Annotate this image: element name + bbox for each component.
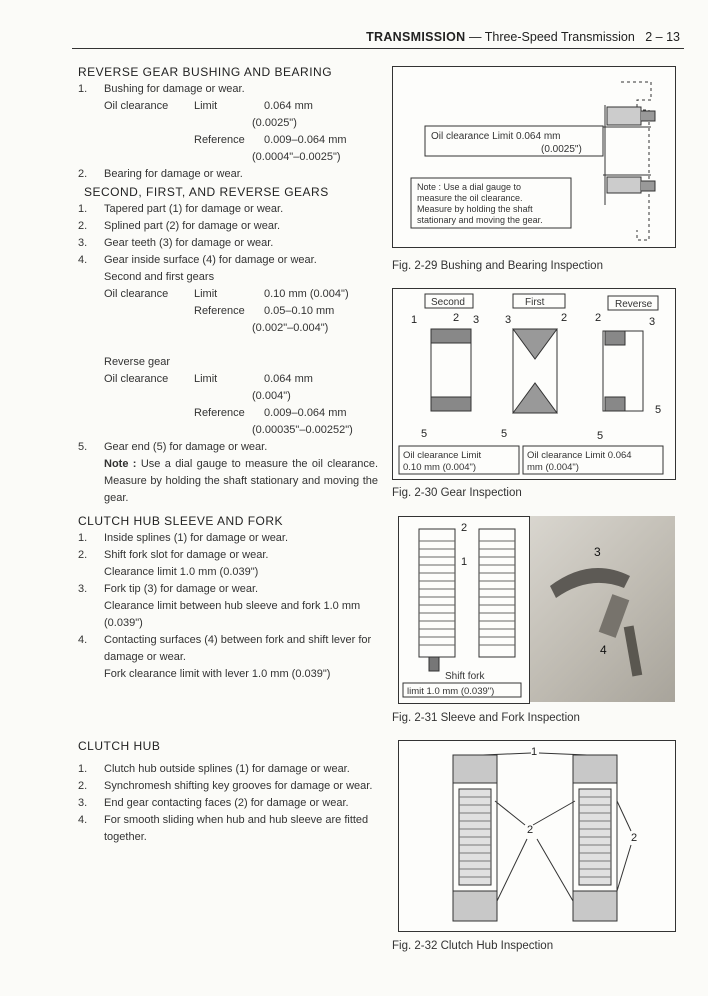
spec-row bbox=[78, 132, 378, 149]
label-2: 2 bbox=[631, 832, 638, 844]
figure-caption: Fig. 2-31 Sleeve and Fork Inspection bbox=[392, 712, 580, 724]
figure-2-29 bbox=[392, 66, 676, 248]
item-text: Gear teeth (3) for damage or wear. bbox=[104, 237, 274, 249]
label-2: 2 bbox=[527, 824, 534, 836]
note-line: Measure by holding the shaft bbox=[417, 204, 533, 214]
spec-kind: Limit bbox=[194, 100, 218, 112]
item-number: 4. bbox=[78, 814, 88, 826]
section-title: SECOND, FIRST, AND REVERSE GEARS bbox=[84, 185, 329, 199]
figure-caption: Fig. 2-32 Clutch Hub Inspection bbox=[392, 940, 554, 952]
item-number: 2. bbox=[78, 220, 88, 232]
list-item bbox=[78, 166, 378, 183]
list-item bbox=[78, 530, 378, 547]
item-number: 1. bbox=[78, 83, 88, 95]
item-text: Gear end (5) for damage or wear. bbox=[104, 441, 268, 453]
limit-text: limit 1.0 mm (0.039") bbox=[407, 686, 495, 697]
item-text: For smooth sliding when hub and hub sleeve are fitted together. bbox=[104, 814, 369, 843]
label-2: 2 bbox=[461, 522, 468, 534]
label-3: 3 bbox=[594, 545, 601, 559]
limit-inch-text: (0.0025") bbox=[541, 144, 582, 155]
figure-caption: Fig. 2-29 Bushing and Bearing Inspection bbox=[392, 260, 603, 272]
page-header bbox=[0, 30, 708, 48]
item-number: 4. bbox=[78, 634, 88, 646]
item-text: Splined part (2) for damage or wear. bbox=[104, 220, 281, 232]
section-title: CLUTCH HUB bbox=[78, 739, 161, 753]
limit-text: 0.10 mm (0.004") bbox=[403, 462, 477, 473]
item-subtext: Clearance limit between hub sleeve and fork 1.0 mm (0.039") bbox=[104, 600, 361, 629]
section-reverse-bushing bbox=[78, 64, 378, 183]
spec-label: Oil clearance bbox=[104, 288, 169, 300]
item-text: Fork tip (3) for damage or wear. bbox=[104, 583, 259, 595]
spec-label: Oil clearance bbox=[104, 373, 169, 385]
sub-heading: Reverse gear bbox=[104, 356, 171, 368]
label-2: 2 bbox=[561, 312, 568, 324]
note-line: stationary and moving the gear. bbox=[417, 215, 543, 225]
limit-text: mm (0.004") bbox=[527, 462, 579, 473]
spec-row bbox=[78, 286, 378, 303]
spec-value-inch: (0.00035"–0.00252") bbox=[252, 424, 353, 436]
list-item bbox=[78, 795, 378, 812]
list-item bbox=[78, 547, 378, 564]
spec-row bbox=[78, 371, 378, 388]
figure-caption: Fig. 2-30 Gear Inspection bbox=[392, 487, 522, 499]
header-dash: — bbox=[465, 30, 485, 44]
limit-text: Oil clearance Limit 0.064 bbox=[527, 450, 632, 461]
limit-text: Oil clearance Limit 0.064 mm bbox=[431, 131, 561, 142]
item-text: Clutch hub outside splines (1) for damage or wear. bbox=[104, 763, 350, 775]
spec-value: 0.064 mm bbox=[264, 100, 313, 112]
item-number: 1. bbox=[78, 532, 88, 544]
spec-value: 0.05–0.10 mm bbox=[264, 305, 335, 317]
spec-row bbox=[78, 98, 378, 115]
spec-kind: Limit bbox=[194, 288, 218, 300]
gear-diagram bbox=[393, 289, 675, 479]
note-line: Note : Use a dial gauge to bbox=[417, 182, 522, 192]
list-item bbox=[78, 218, 378, 235]
list-item bbox=[78, 632, 378, 666]
section-title: REVERSE GEAR BUSHING AND BEARING bbox=[78, 65, 333, 79]
spec-kind: Reference bbox=[194, 134, 245, 146]
spec-kind: Reference bbox=[194, 407, 245, 419]
section-clutch-sleeve bbox=[78, 513, 378, 683]
note bbox=[78, 456, 378, 507]
list-item bbox=[78, 235, 378, 252]
spec-value-inch: (0.0025") bbox=[252, 117, 297, 129]
label-2: 2 bbox=[453, 312, 460, 324]
item-text: Bearing for damage or wear. bbox=[104, 168, 243, 180]
shift-fork-label: Shift fork bbox=[445, 671, 485, 682]
item-subtext: Fork clearance limit with lever 1.0 mm (0.039") bbox=[104, 668, 331, 680]
note-text: Use a dial gauge to measure the oil clearance. Measure by holding the shaft stationary and moving the gear. bbox=[104, 458, 378, 504]
fork-photo-drawing bbox=[530, 516, 675, 702]
label-5: 5 bbox=[597, 430, 604, 442]
clutch-hub-diagram bbox=[399, 741, 675, 931]
tab-reverse: Reverse bbox=[615, 299, 653, 310]
note-line: measure the oil clearance. bbox=[417, 193, 523, 203]
item-text: Contacting surfaces (4) between fork and shift lever for damage or wear. bbox=[104, 634, 372, 663]
item-number: 2. bbox=[78, 168, 88, 180]
section-clutch-hub bbox=[78, 738, 378, 846]
label-1: 1 bbox=[411, 314, 418, 326]
label-4: 4 bbox=[600, 643, 607, 657]
label-1: 1 bbox=[461, 556, 468, 568]
header-subtitle: Three-Speed Transmission bbox=[484, 30, 635, 44]
list-item bbox=[78, 581, 378, 598]
bushing-diagram bbox=[393, 67, 675, 247]
item-text: Bushing for damage or wear. bbox=[104, 83, 245, 95]
list-item bbox=[78, 761, 378, 778]
sleeve-diagram bbox=[399, 517, 529, 703]
item-text: End gear contacting faces (2) for damage or wear. bbox=[104, 797, 349, 809]
item-number: 4. bbox=[78, 254, 88, 266]
spec-value-inch: (0.002"–0.004") bbox=[252, 322, 329, 334]
list-item bbox=[78, 252, 378, 269]
item-text: Tapered part (1) for damage or wear. bbox=[104, 203, 284, 215]
section-title: CLUTCH HUB SLEEVE AND FORK bbox=[78, 514, 284, 528]
label-5: 5 bbox=[501, 428, 508, 440]
spec-row bbox=[78, 405, 378, 422]
label-5: 5 bbox=[655, 404, 662, 416]
header-section: TRANSMISSION bbox=[366, 30, 466, 44]
header-title bbox=[366, 30, 680, 44]
tab-first: First bbox=[525, 297, 545, 308]
header-rule bbox=[72, 48, 684, 49]
label-3: 3 bbox=[505, 314, 512, 326]
list-item bbox=[78, 201, 378, 218]
spec-value: 0.009–0.064 mm bbox=[264, 407, 347, 419]
section-gears bbox=[78, 184, 378, 507]
label-2: 2 bbox=[595, 312, 602, 324]
item-number: 2. bbox=[78, 549, 88, 561]
spec-value-inch: (0.0004"–0.0025") bbox=[252, 151, 341, 163]
sub-heading: Second and first gears bbox=[104, 271, 215, 283]
tab-second: Second bbox=[431, 297, 465, 308]
list-item bbox=[78, 812, 378, 846]
limit-text: Oil clearance Limit bbox=[403, 450, 482, 461]
spec-label: Oil clearance bbox=[104, 100, 169, 112]
item-number: 1. bbox=[78, 203, 88, 215]
label-3: 3 bbox=[649, 316, 656, 328]
list-item bbox=[78, 81, 378, 98]
item-number: 5. bbox=[78, 441, 88, 453]
label-3: 3 bbox=[473, 314, 480, 326]
page-number: 2 – 13 bbox=[645, 30, 680, 44]
list-item bbox=[78, 439, 378, 456]
item-number: 3. bbox=[78, 797, 88, 809]
figure-2-31-drawing bbox=[398, 516, 530, 704]
item-number: 3. bbox=[78, 583, 88, 595]
item-text: Inside splines (1) for damage or wear. bbox=[104, 532, 289, 544]
spec-value: 0.009–0.064 mm bbox=[264, 134, 347, 146]
fork-photo bbox=[530, 516, 675, 702]
item-subtext: Clearance limit 1.0 mm (0.039") bbox=[104, 566, 259, 578]
item-text: Shift fork slot for damage or wear. bbox=[104, 549, 269, 561]
label-5: 5 bbox=[421, 428, 428, 440]
label-1: 1 bbox=[531, 746, 538, 758]
item-number: 2. bbox=[78, 780, 88, 792]
spec-value-inch: (0.004") bbox=[252, 390, 291, 402]
figure-2-30 bbox=[392, 288, 676, 480]
spec-kind: Reference bbox=[194, 305, 245, 317]
item-text: Synchromesh shifting key grooves for damage or wear. bbox=[104, 780, 373, 792]
spec-kind: Limit bbox=[194, 373, 218, 385]
figure-2-32 bbox=[398, 740, 676, 932]
item-number: 1. bbox=[78, 763, 88, 775]
item-text: Gear inside surface (4) for damage or wear. bbox=[104, 254, 317, 266]
spec-value: 0.064 mm bbox=[264, 373, 313, 385]
item-number: 3. bbox=[78, 237, 88, 249]
note-label: Note : bbox=[104, 458, 137, 470]
list-item bbox=[78, 778, 378, 795]
spec-value: 0.10 mm (0.004") bbox=[264, 288, 349, 300]
spec-row bbox=[78, 303, 378, 320]
